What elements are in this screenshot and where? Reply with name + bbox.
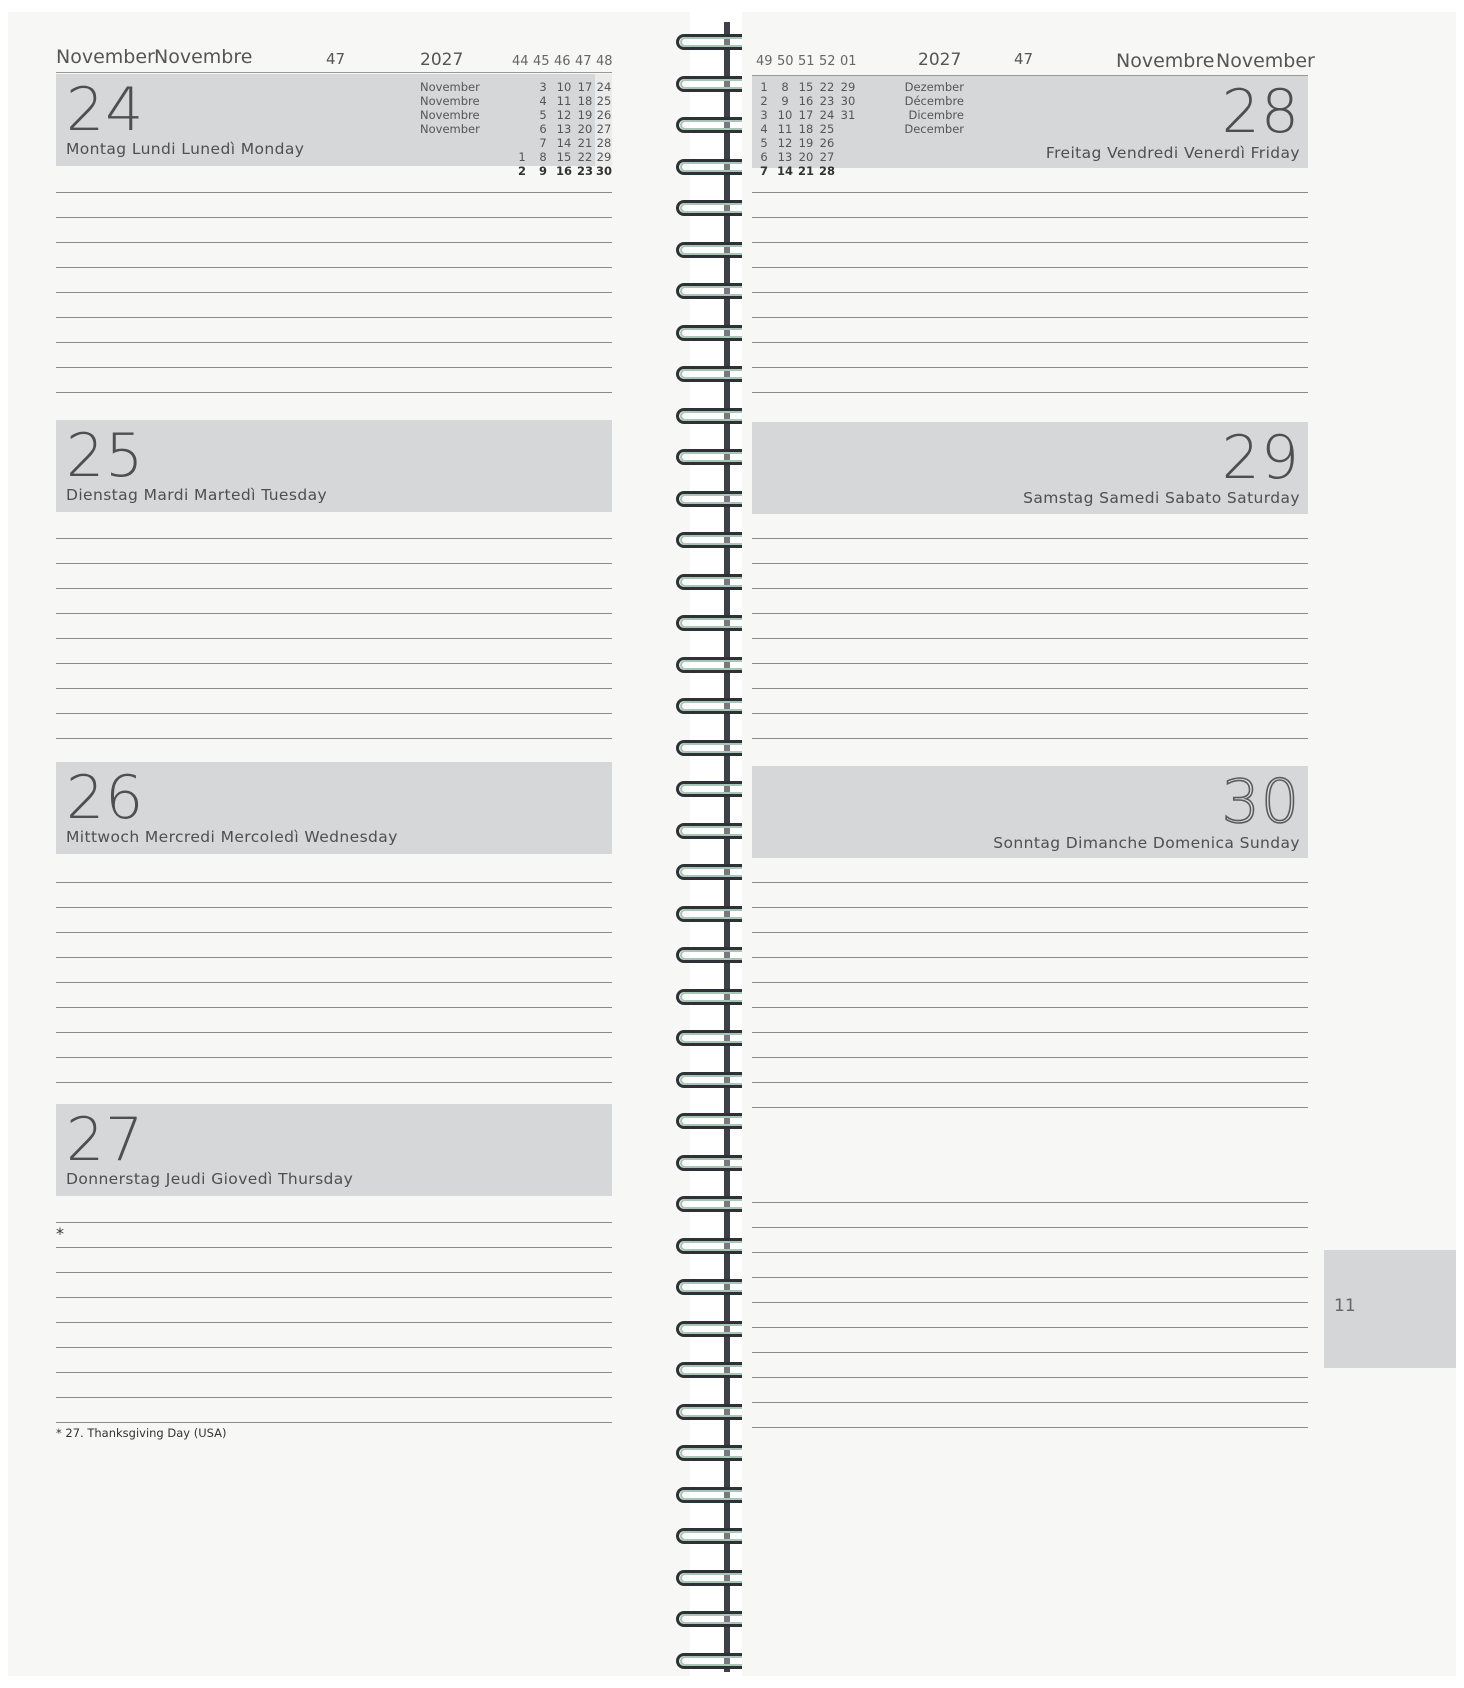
date-cell: 4 — [539, 94, 547, 108]
ruled-line — [56, 1397, 612, 1398]
ruled-line — [56, 588, 612, 589]
date-cell: 6 — [539, 122, 547, 136]
header-year: 2027 — [918, 50, 962, 70]
ruled-line — [56, 217, 612, 218]
ruled-line — [752, 1227, 1308, 1228]
date-cell: 25 — [596, 94, 612, 108]
week-number: 52 — [819, 54, 836, 69]
ruled-line — [56, 342, 612, 343]
header-month-fr: Novembre — [1116, 50, 1215, 72]
date-cell — [512, 136, 532, 150]
ruled-line — [752, 242, 1308, 243]
ruled-line — [56, 688, 612, 689]
ruled-line — [56, 907, 612, 908]
date-cell — [512, 80, 532, 94]
day-names: Samstag Samedi Sabato Saturday — [1023, 489, 1300, 507]
ruled-line — [56, 538, 612, 539]
date-cell: 20 — [577, 122, 593, 136]
holiday-asterisk: * — [56, 1224, 64, 1243]
date-cell: 9 — [781, 94, 789, 108]
day-number: 29 — [1221, 423, 1300, 493]
date-cell: 19 — [577, 108, 593, 122]
mini-calendar-month-names — [892, 80, 964, 136]
date-cell: 21 — [797, 164, 814, 178]
date-cell: 13 — [556, 122, 572, 136]
day-names: Sonntag Dimanche Domenica Sunday — [993, 834, 1300, 852]
date-cell: 29 — [840, 80, 856, 94]
mini-calendar-month-names — [420, 80, 480, 136]
mini-calendar-col-48 — [594, 80, 614, 178]
date-cell: 24 — [819, 108, 835, 122]
date-cell: 7 — [759, 164, 768, 178]
date-cell: 17 — [798, 108, 814, 122]
date-cell: 8 — [539, 150, 547, 164]
header-year: 2027 — [420, 50, 464, 70]
ruled-line — [56, 292, 612, 293]
date-cell: 22 — [577, 150, 593, 164]
mini-calendar-col-44 — [512, 80, 532, 178]
month-name: Novembre — [420, 94, 480, 108]
day-names: Mittwoch Mercredi Mercoledì Wednesday — [66, 828, 398, 846]
ruled-line — [752, 342, 1308, 343]
ruled-line — [56, 392, 612, 393]
ruled-line — [752, 882, 1308, 883]
note-lines-24[interactable] — [56, 180, 612, 410]
date-cell — [512, 108, 532, 122]
mini-calendar-col-52 — [817, 80, 837, 178]
mini-calendar-col-45 — [533, 80, 553, 178]
date-cell: 7 — [539, 136, 547, 150]
ruled-line — [752, 1082, 1308, 1083]
ruled-line — [56, 738, 612, 739]
date-cell: 4 — [760, 122, 768, 136]
note-lines-26[interactable] — [56, 870, 612, 1100]
date-cell: 12 — [777, 136, 793, 150]
date-cell: 16 — [555, 164, 572, 178]
note-lines-28[interactable] — [752, 180, 1308, 410]
month-name: Novembre — [420, 108, 480, 122]
ruled-line — [56, 638, 612, 639]
ruled-line — [752, 663, 1308, 664]
header-week: 47 — [1014, 50, 1034, 68]
ruled-line — [752, 392, 1308, 393]
ruled-line — [752, 713, 1308, 714]
ruled-line — [752, 267, 1308, 268]
date-cell: 31 — [840, 108, 856, 122]
ruled-line — [752, 1327, 1308, 1328]
date-cell — [838, 164, 858, 178]
week-number: 46 — [554, 54, 571, 69]
date-cell: 15 — [556, 150, 572, 164]
footnote: * 27. Thanksgiving Day (USA) — [56, 1426, 227, 1440]
date-cell: 6 — [760, 150, 768, 164]
date-cell: 12 — [556, 108, 572, 122]
day-names: Donnerstag Jeudi Giovedì Thursday — [66, 1170, 354, 1188]
spine — [724, 22, 730, 1672]
month-name: Dicembre — [908, 108, 964, 122]
day-number: 30 — [1221, 767, 1300, 837]
ruled-line — [752, 563, 1308, 564]
ruled-line — [752, 1302, 1308, 1303]
ruled-line — [752, 292, 1308, 293]
date-cell — [512, 122, 532, 136]
week-number: 48 — [596, 54, 613, 69]
ruled-line — [752, 1252, 1308, 1253]
ruled-line — [56, 882, 612, 883]
date-cell: 10 — [556, 80, 572, 94]
ruled-line — [752, 367, 1308, 368]
ruled-line — [752, 1032, 1308, 1033]
ruled-line — [56, 367, 612, 368]
day-number: 27 — [66, 1105, 145, 1175]
note-lines-30[interactable] — [752, 870, 1308, 1110]
ruled-line — [752, 907, 1308, 908]
header-rule — [56, 72, 612, 73]
date-cell: 14 — [556, 136, 572, 150]
ruled-line — [752, 538, 1308, 539]
week-number: 51 — [798, 54, 815, 69]
day-number: 28 — [1221, 77, 1300, 147]
date-cell — [512, 94, 532, 108]
header-week: 47 — [326, 50, 346, 68]
date-cell: 27 — [819, 150, 835, 164]
right-page — [742, 12, 1456, 1676]
date-cell: 3 — [760, 108, 768, 122]
week-number: 49 — [756, 54, 773, 69]
month-name: Décembre — [904, 94, 964, 108]
date-cell: 24 — [596, 80, 612, 94]
date-cell: 26 — [596, 108, 612, 122]
date-cell: 13 — [777, 150, 793, 164]
spiral-binding — [690, 12, 742, 1676]
date-cell: 23 — [576, 164, 593, 178]
date-cell: 5 — [539, 108, 547, 122]
date-cell: 10 — [777, 108, 793, 122]
ruled-line — [752, 1402, 1308, 1403]
date-cell: 1 — [518, 150, 526, 164]
ruled-line — [56, 1372, 612, 1373]
ruled-line — [56, 932, 612, 933]
ruled-line — [56, 1247, 612, 1248]
mini-calendar-col-46 — [554, 80, 574, 178]
date-cell: 17 — [577, 80, 593, 94]
day-names: Freitag Vendredi Venerdì Friday — [1045, 144, 1300, 162]
date-cell: 18 — [577, 94, 593, 108]
ruled-line — [56, 982, 612, 983]
date-cell: 8 — [781, 80, 789, 94]
date-cell: 1 — [760, 80, 768, 94]
header-month-fr: Novembre — [154, 46, 253, 68]
date-cell: 2 — [760, 94, 768, 108]
date-cell: 20 — [798, 150, 814, 164]
day-number: 24 — [66, 75, 145, 145]
ruled-line — [752, 1352, 1308, 1353]
ruled-line — [752, 1377, 1308, 1378]
date-cell: 22 — [819, 80, 835, 94]
ruled-line — [56, 1032, 612, 1033]
date-cell: 28 — [818, 164, 835, 178]
date-cell: 14 — [776, 164, 793, 178]
ruled-line — [56, 663, 612, 664]
month-name: November — [420, 80, 480, 94]
header-month-de: November — [1216, 50, 1315, 72]
date-cell: 28 — [596, 136, 612, 150]
date-cell — [838, 150, 858, 164]
left-page — [8, 12, 690, 1676]
date-cell: 25 — [819, 122, 835, 136]
ruled-line — [56, 613, 612, 614]
date-cell: 29 — [596, 150, 612, 164]
ruled-line — [56, 1057, 612, 1058]
ruled-line — [752, 1057, 1308, 1058]
date-cell: 3 — [539, 80, 547, 94]
ruled-line — [752, 932, 1308, 933]
planner-spread — [8, 12, 1456, 1676]
ruled-line — [56, 1422, 612, 1423]
date-cell: 21 — [577, 136, 593, 150]
date-cell: 16 — [798, 94, 814, 108]
ruled-line — [56, 1082, 612, 1083]
ruled-line — [56, 1272, 612, 1273]
month-name: December — [904, 122, 964, 136]
ruled-line — [56, 1322, 612, 1323]
header-month-de: November — [56, 46, 155, 68]
ruled-line — [56, 242, 612, 243]
ruled-line — [752, 1007, 1308, 1008]
date-cell: 19 — [798, 136, 814, 150]
ruled-line — [752, 588, 1308, 589]
date-cell: 18 — [798, 122, 814, 136]
mini-calendar-col-51 — [796, 80, 816, 178]
day-number: 25 — [66, 421, 145, 491]
ruled-line — [56, 713, 612, 714]
week-number: 47 — [575, 54, 592, 69]
date-cell: 11 — [777, 122, 793, 136]
ruled-line — [752, 688, 1308, 689]
date-cell — [838, 122, 858, 136]
date-cell — [838, 136, 858, 150]
date-cell: 26 — [819, 136, 835, 150]
mini-calendar-col-01 — [838, 80, 858, 178]
ruled-line — [56, 957, 612, 958]
date-cell: 9 — [538, 164, 547, 178]
ruled-line — [752, 1427, 1308, 1428]
day-names: Dienstag Mardi Martedì Tuesday — [66, 486, 328, 504]
ruled-line — [752, 1107, 1308, 1108]
ruled-line — [56, 267, 612, 268]
date-cell: 5 — [760, 136, 768, 150]
ruled-line — [56, 192, 612, 193]
ruled-line — [56, 1297, 612, 1298]
ruled-line — [752, 317, 1308, 318]
ruled-line — [752, 738, 1308, 739]
date-cell: 23 — [819, 94, 835, 108]
ruled-line — [752, 982, 1308, 983]
week-number: 45 — [533, 54, 550, 69]
ruled-line — [752, 1202, 1308, 1203]
week-number: 01 — [840, 54, 857, 69]
ruled-line — [752, 957, 1308, 958]
month-name: Dezember — [904, 80, 964, 94]
date-cell: 30 — [840, 94, 856, 108]
ruled-line — [752, 1277, 1308, 1278]
ruled-line — [752, 192, 1308, 193]
note-lines-25[interactable] — [56, 526, 612, 756]
day-names: Montag Lundi Lunedì Monday — [66, 140, 305, 158]
date-cell: 15 — [798, 80, 814, 94]
ruled-line — [56, 317, 612, 318]
ruled-line — [752, 613, 1308, 614]
ruled-line — [752, 217, 1308, 218]
mini-calendar-col-49 — [754, 80, 774, 178]
date-cell: 2 — [517, 164, 526, 178]
mini-calendar-col-50 — [775, 80, 795, 178]
ruled-line — [56, 1007, 612, 1008]
month-name: November — [420, 122, 480, 136]
week-number: 44 — [512, 54, 529, 69]
note-lines-27[interactable] — [56, 1210, 612, 1440]
ruled-line — [56, 1222, 612, 1223]
ruled-line — [752, 638, 1308, 639]
week-number: 50 — [777, 54, 794, 69]
note-lines-29[interactable] — [752, 526, 1308, 756]
ruled-line — [56, 563, 612, 564]
page-number: 11 — [1334, 1296, 1356, 1316]
date-cell: 27 — [596, 122, 612, 136]
note-lines-extra[interactable] — [752, 1190, 1308, 1440]
date-cell: 30 — [595, 164, 612, 178]
ruled-line — [56, 1347, 612, 1348]
day-number: 26 — [66, 763, 145, 833]
mini-calendar-col-47 — [575, 80, 595, 178]
date-cell: 11 — [556, 94, 572, 108]
